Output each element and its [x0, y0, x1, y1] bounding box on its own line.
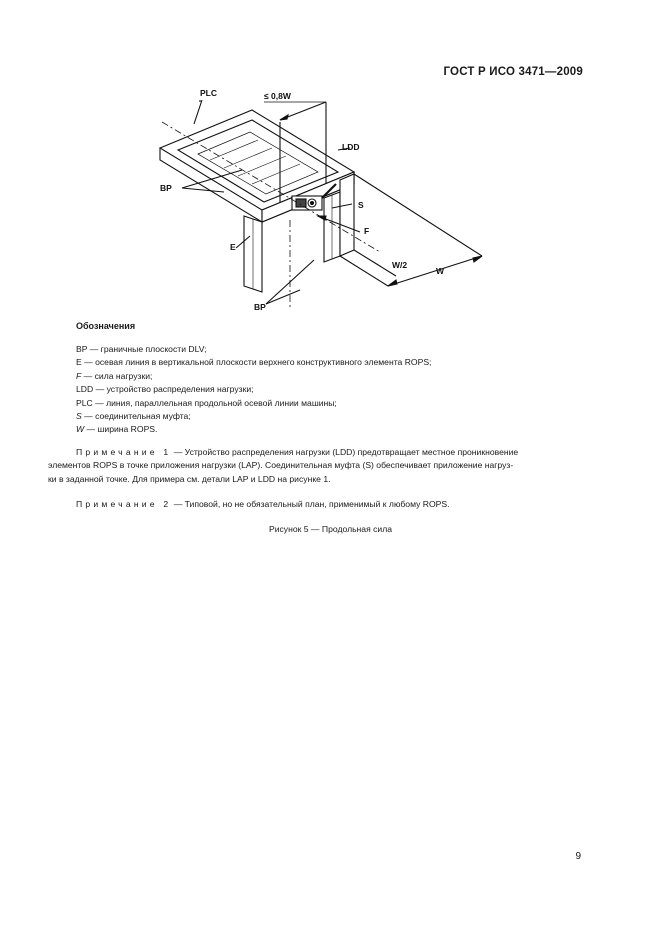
legend-text: — сила нагрузки;: [81, 370, 153, 381]
legend-text: — осевая линия в вертикальной плоскости верхнего конструктивного элемента ROPS;: [81, 357, 432, 368]
document-header: ГОСТ Р ИСО 3471—2009: [443, 66, 583, 78]
note-1-prefix: Примечание 1: [76, 447, 172, 457]
legend-symbol: BP: [76, 344, 88, 354]
label-bp-bottom: BP: [254, 302, 266, 312]
legend-item: [76, 383, 431, 396]
legend-symbol: LDD: [76, 384, 94, 395]
note-1-line-3: ки в заданной точке. Для примера см. детали LAP и LDD на рисунке 1.: [48, 473, 331, 484]
legend-item: [76, 343, 431, 356]
label-e: E: [230, 242, 236, 252]
rops-drawing: [140, 80, 500, 320]
page-number: 9: [575, 851, 581, 862]
legend-symbol: E: [76, 357, 82, 368]
label-half-width: W/2: [392, 260, 408, 270]
label-plc: PLC: [200, 88, 217, 98]
legend-text: — линия, параллельная продольной осевой линии машины;: [92, 397, 337, 408]
legend-text: — устройство распределения нагрузки;: [93, 384, 254, 395]
note-1-line-2: элементов ROPS в точке приложения нагрузки (LAP). Соединительная муфта (S) обеспечивает приложение нагруз-: [48, 460, 514, 471]
legend-symbol: W: [76, 424, 85, 435]
legend-symbol: PLC: [76, 397, 93, 408]
legend-title: Обозначения: [76, 321, 136, 331]
legend-item: [76, 397, 431, 410]
label-f: F: [364, 226, 370, 236]
note-1-line-1: — Устройство распределения нагрузки (LDD) предотвращает местное проникновение: [171, 447, 519, 457]
legend-item: [76, 356, 431, 369]
figure-rops-diagram: [140, 80, 500, 320]
label-width-limit: ≤ 0,8W: [264, 91, 291, 101]
legend-text: — соединительная муфта;: [81, 411, 191, 422]
legend-symbol: S: [76, 411, 82, 422]
note-2-prefix: Примечание 2: [76, 499, 172, 509]
legend-text: — ширина ROPS.: [84, 424, 158, 435]
label-s: S: [358, 200, 364, 210]
legend-text: — граничные плоскости DLV;: [87, 344, 207, 354]
label-bp-left: BP: [160, 183, 172, 193]
legend-symbol: F: [76, 370, 82, 381]
legend-item: [76, 370, 431, 383]
label-width: W: [436, 266, 445, 276]
note-2-line-1: — Типовой, но не обязательный план, применимый к любому ROPS.: [171, 499, 450, 509]
label-ldd: LDD: [342, 142, 360, 152]
legend-item: [76, 410, 431, 423]
legend-item: [76, 423, 431, 436]
note-2: [76, 498, 586, 511]
post-back-right: [340, 174, 354, 256]
note-1: [48, 446, 586, 486]
legend-list: [76, 343, 431, 437]
figure-caption: Рисунок 5 — Продольная сила: [268, 524, 393, 534]
